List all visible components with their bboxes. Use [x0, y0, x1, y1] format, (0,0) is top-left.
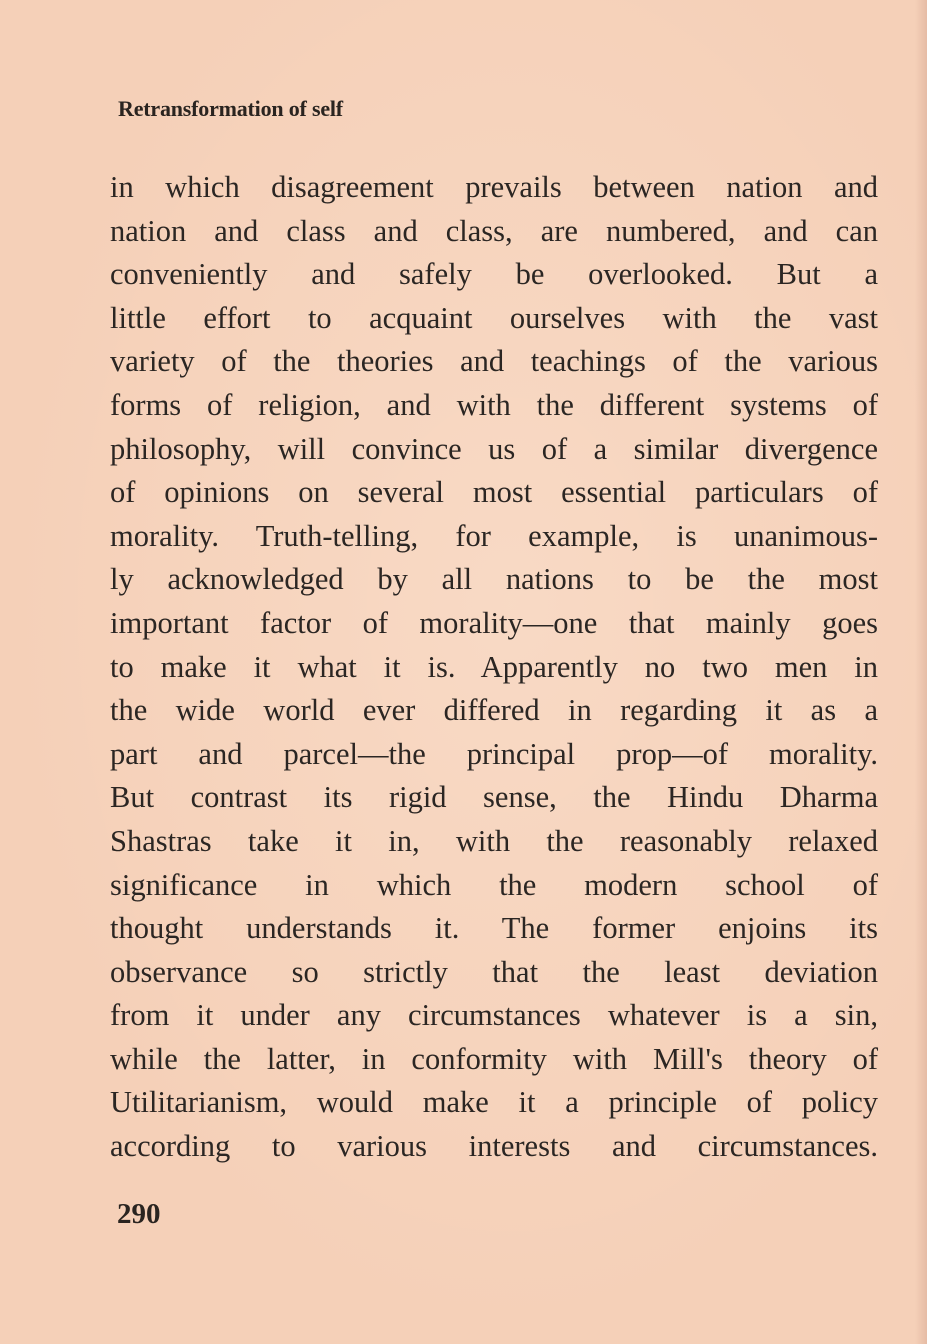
text-line: thought understands it. The former enjoins its [110, 911, 878, 946]
text-line: Utilitarianism, would make it a principle of policy [110, 1085, 878, 1120]
body-text [110, 166, 878, 1169]
text-line: while the latter, in conformity with Mill's theory of [110, 1041, 878, 1076]
text-line: the wide world ever differed in regarding it as a [110, 693, 878, 728]
text-line: philosophy, will convince us of a similar divergence [110, 431, 878, 466]
text-line: to make it what it is. Apparently no two men in [110, 649, 878, 684]
text-line: part and parcel—the principal prop—of morality. [110, 736, 878, 771]
text-line: Shastras take it in, with the reasonably relaxed [110, 823, 878, 858]
text-line: morality. Truth-telling, for example, is unanimous- [110, 518, 878, 553]
running-head: Retransformation of self [118, 96, 343, 121]
text-line: observance so strictly that the least deviation [110, 954, 878, 989]
text-line: in which disagreement prevails between nation and [110, 170, 878, 204]
text-line: from it under any circumstances whatever is a sin, [110, 998, 878, 1033]
text-line: significance in which the modern school of [110, 867, 878, 902]
text-line: ly acknowledged by all nations to be the most [110, 562, 878, 597]
text-line: of opinions on several most essential particulars of [110, 475, 878, 510]
text-line: variety of the theories and teachings of the various [110, 344, 878, 379]
page-number: 290 [117, 1198, 161, 1230]
page-edge-shadow [915, 0, 927, 1344]
text-line: nation and class and class, are numbered, and can [110, 213, 878, 248]
text-line: But contrast its rigid sense, the Hindu Dharma [110, 780, 878, 815]
text-line: important factor of morality—one that mainly goes [110, 605, 878, 640]
text-line: forms of religion, and with the different systems of [110, 387, 878, 422]
text-line: conveniently and safely be overlooked. But a [110, 257, 878, 292]
text-line: little effort to acquaint ourselves with the vast [110, 300, 878, 335]
text-line: according to various interests and circumstances. [110, 1129, 878, 1164]
